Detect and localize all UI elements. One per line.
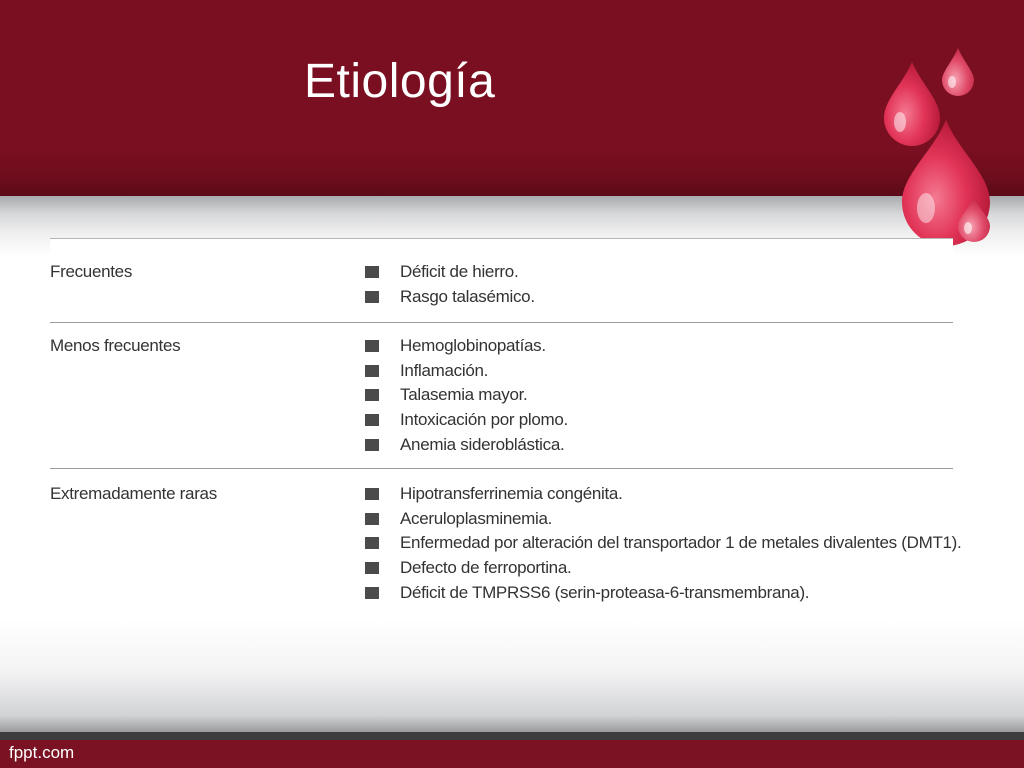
category-label: Extremadamente raras [50,484,217,503]
etiology-table [50,238,962,610]
blood-drop-icon [884,62,940,146]
table-row-menos-frecuentes: Menos frecuentes Hemoglobinopatías. Inflamación. Talasemia mayor. Intoxicación por plomo. Anemia sideroblástica. [50,336,568,454]
footer-dark-line [0,732,1024,740]
square-bullet-icon [365,587,379,599]
category-label: Menos frecuentes [50,336,181,355]
slide-footer [0,740,1024,768]
square-bullet-icon [365,439,379,451]
category-label: Frecuentes [50,262,133,281]
table-row-extremadamente-raras: Extremadamente raras Hipotransferrinemia congénita. Aceruloplasminemia. Enfermedad por alteración del transportador 1 de metales divalentes (DMT1). Defecto de ferroportina. Déficit de TMPRSS6 (serin-proteasa-6-transmembrana). [50,484,962,602]
square-bullet-icon [365,291,379,303]
square-bullet-icon [365,562,379,574]
row-divider [50,322,953,323]
square-bullet-icon [365,266,379,278]
table-row-frecuentes: Frecuentes Déficit de hierro. Rasgo talasémico. [50,262,535,306]
square-bullet-icon [365,488,379,500]
row-divider [50,468,953,469]
slide-title: Etiología [304,55,496,108]
square-bullet-icon [365,537,379,549]
blood-drop-icon [942,48,974,96]
square-bullet-icon [365,389,379,401]
square-bullet-icon [365,414,379,426]
footer-brand-text: fppt.com [9,743,75,762]
square-bullet-icon [365,365,379,377]
bottom-gradient [0,620,1024,732]
square-bullet-icon [365,513,379,525]
square-bullet-icon [365,340,379,352]
table-top-rule [50,238,953,239]
